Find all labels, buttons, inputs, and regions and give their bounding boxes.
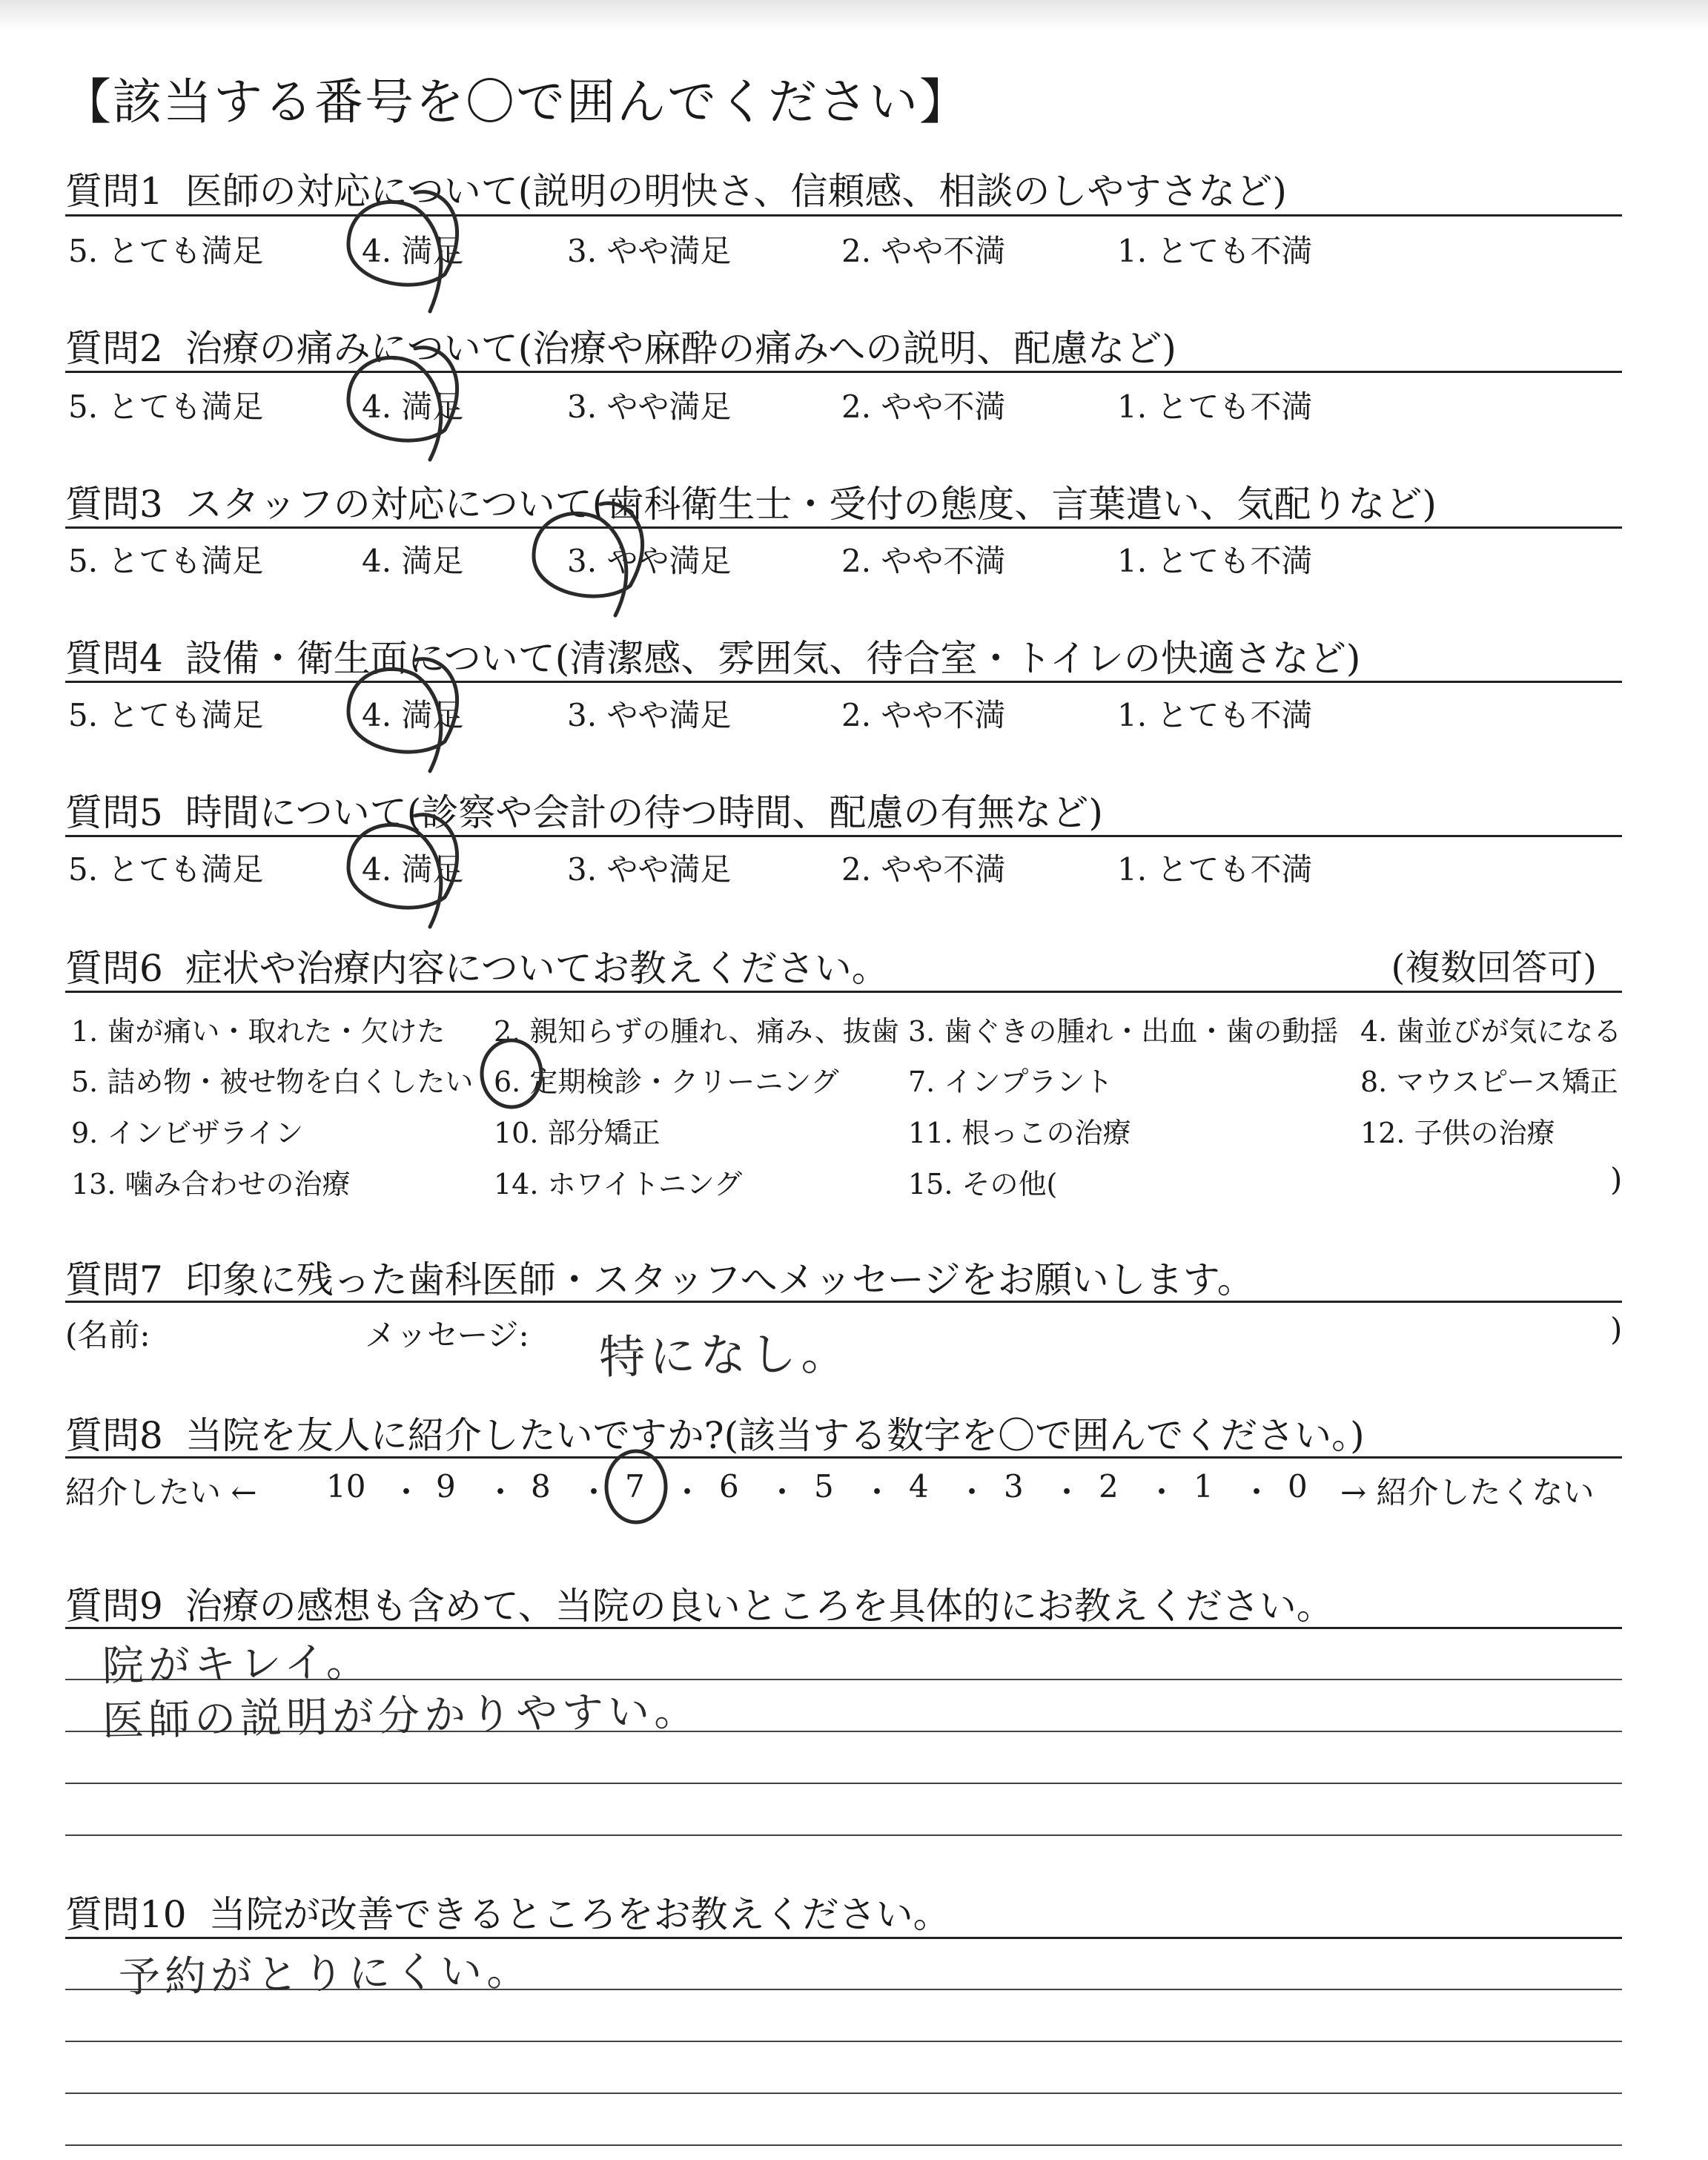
option-1[interactable]: 1. とても不満 (1117, 233, 1313, 269)
option-2[interactable]: 2. やや不満 (841, 851, 1006, 888)
symptom-option-13[interactable]: 13. 噛み合わせの治療 (71, 1168, 351, 1200)
scale-4[interactable]: 4 (909, 1468, 929, 1505)
q3-selection-circle (534, 503, 643, 615)
scale-0[interactable]: 0 (1288, 1468, 1308, 1505)
name-label: (名前: (65, 1317, 150, 1353)
symptom-option-15[interactable]: 15. その他( (908, 1168, 1058, 1200)
symptom-option-11[interactable]: 11. 根っこの治療 (908, 1117, 1131, 1149)
scale-dot: ・ (956, 1474, 988, 1510)
scale-dot: ・ (1051, 1474, 1083, 1510)
question-number: 質問3 (65, 483, 163, 526)
question-text: 治療の痛みについて(治療や麻酔の痛みへの説明、配慮など) (185, 327, 1176, 370)
handwritten-answer-line-1: 院がキレイ。 (102, 1637, 373, 1691)
option-4[interactable]: 4. 満足 (362, 389, 464, 425)
handwritten-message: 特になし。 (598, 1326, 852, 1384)
handwritten-answer-line-2: 医師の説明が分かりやすい。 (102, 1686, 701, 1746)
scale-8[interactable]: 8 (531, 1468, 551, 1505)
question-text: 設備・衛生面について(清潔感、雰囲気、待合室・トイレの快適さなど) (185, 637, 1361, 680)
option-4[interactable]: 4. 満足 (362, 697, 464, 733)
symptom-option-6[interactable]: 6. 定期検診・クリーニング (494, 1066, 839, 1098)
question-text: スタッフの対応について(歯科衛生士・受付の態度、言葉遣い、気配りなど) (185, 483, 1437, 526)
symptom-option-2[interactable]: 2. 親知らずの腫れ、痛み、抜歯 (494, 1015, 899, 1048)
scale-7[interactable]: 7 (625, 1468, 645, 1505)
symptom-option-4[interactable]: 4. 歯並びが気になる (1360, 1015, 1622, 1048)
option-2[interactable]: 2. やや不満 (841, 543, 1006, 579)
option-5[interactable]: 5. とても満足 (68, 543, 264, 579)
symptom-option-3[interactable]: 3. 歯ぐきの腫れ・出血・歯の動揺 (908, 1015, 1339, 1048)
other-close-paren: ) (1610, 1161, 1623, 1198)
option-3[interactable]: 3. やや満足 (567, 389, 732, 425)
option-4[interactable]: 4. 満足 (362, 851, 464, 888)
symptom-option-8[interactable]: 8. マウスピース矯正 (1360, 1066, 1618, 1098)
message-label: メッセージ: (365, 1317, 529, 1353)
scale-5[interactable]: 5 (814, 1468, 834, 1505)
option-1[interactable]: 1. とても不満 (1117, 697, 1313, 733)
scale-2[interactable]: 2 (1099, 1468, 1119, 1505)
q8-selection-circle (606, 1451, 666, 1522)
question-number: 質問10 (65, 1893, 187, 1936)
scale-3[interactable]: 3 (1004, 1468, 1024, 1505)
symptom-option-1[interactable]: 1. 歯が痛い・取れた・欠けた (71, 1015, 446, 1048)
scale-9[interactable]: 9 (436, 1468, 456, 1505)
symptom-option-12[interactable]: 12. 子供の治療 (1360, 1117, 1555, 1149)
question-number: 質問7 (65, 1258, 163, 1301)
symptom-option-7[interactable]: 7. インプラント (908, 1066, 1113, 1098)
option-1[interactable]: 1. とても不満 (1117, 851, 1313, 888)
question-text: 時間について(診察や会計の待つ時間、配慮の有無など) (185, 791, 1103, 834)
option-3[interactable]: 3. やや満足 (567, 697, 732, 733)
question-text: 治療の感想も含めて、当院の良いところを具体的にお教えください。 (185, 1585, 1334, 1628)
option-2[interactable]: 2. やや不満 (841, 233, 1006, 269)
page-heading: 【該当する番号を〇で囲んでください】 (62, 73, 970, 131)
scale-dot: ・ (1241, 1474, 1273, 1510)
option-1[interactable]: 1. とても不満 (1117, 389, 1313, 425)
question-number: 質問4 (65, 637, 163, 680)
question-number: 質問6 (65, 947, 163, 990)
q5-selection-circle (348, 815, 457, 927)
question-text: 症状や治療内容についてお教えください。 (185, 947, 889, 990)
question-number: 質問5 (65, 791, 163, 834)
scale-dot: ・ (861, 1474, 893, 1510)
option-3[interactable]: 3. やや満足 (567, 233, 732, 269)
scale-6[interactable]: 6 (719, 1468, 739, 1505)
question-text: 当院が改善できるところをお教えください。 (208, 1893, 950, 1936)
question-text: 当院を友人に紹介したいですか?(該当する数字を〇で囲んでください。) (185, 1414, 1365, 1457)
question-number: 質問9 (65, 1585, 163, 1628)
option-5[interactable]: 5. とても満足 (68, 389, 264, 425)
scale-dot: ・ (485, 1474, 517, 1510)
scale-dot: ・ (672, 1474, 704, 1510)
question-number: 質問8 (65, 1414, 163, 1457)
scale-dot: ・ (391, 1474, 423, 1510)
q2-selection-circle (348, 348, 457, 460)
q6-selection-circle (482, 1040, 541, 1107)
symptom-option-10[interactable]: 10. 部分矯正 (494, 1117, 661, 1149)
option-3[interactable]: 3. やや満足 (567, 851, 732, 888)
scale-dot: ・ (767, 1474, 798, 1510)
option-1[interactable]: 1. とても不満 (1117, 543, 1313, 579)
q4-selection-circle (348, 659, 457, 771)
option-4[interactable]: 4. 満足 (362, 233, 464, 269)
option-5[interactable]: 5. とても満足 (68, 233, 264, 269)
recommend-right-label: → 紹介したくない (1340, 1474, 1595, 1510)
option-4[interactable]: 4. 満足 (362, 543, 464, 579)
option-2[interactable]: 2. やや不満 (841, 389, 1006, 425)
question-text: 印象に残った歯科医師・スタッフへメッセージをお願いします。 (185, 1258, 1254, 1301)
handwritten-answer-line-1: 予約がとりにくい。 (118, 1946, 533, 2002)
multiple-answers-note: (複数回答可) (1391, 947, 1597, 988)
question-number: 質問1 (65, 170, 163, 213)
scale-1[interactable]: 1 (1194, 1468, 1214, 1505)
symptom-option-14[interactable]: 14. ホワイトニング (494, 1168, 743, 1200)
option-2[interactable]: 2. やや不満 (841, 697, 1006, 733)
scale-dot: ・ (578, 1474, 610, 1510)
symptom-option-9[interactable]: 9. インビザライン (71, 1117, 304, 1149)
option-5[interactable]: 5. とても満足 (68, 697, 264, 733)
q1-selection-circle (348, 192, 457, 311)
message-close-paren: ) (1610, 1311, 1623, 1347)
scale-dot: ・ (1146, 1474, 1178, 1510)
option-5[interactable]: 5. とても満足 (68, 851, 264, 888)
option-3[interactable]: 3. やや満足 (567, 543, 732, 579)
recommend-left-label: 紹介したい ← (65, 1474, 257, 1510)
symptom-option-5[interactable]: 5. 詰め物・被せ物を白くしたい (71, 1066, 474, 1098)
question-text: 医師の対応について(説明の明快さ、信頼感、相談のしやすさなど) (185, 170, 1287, 213)
scale-10[interactable]: 10 (326, 1468, 366, 1505)
question-number: 質問2 (65, 327, 163, 370)
